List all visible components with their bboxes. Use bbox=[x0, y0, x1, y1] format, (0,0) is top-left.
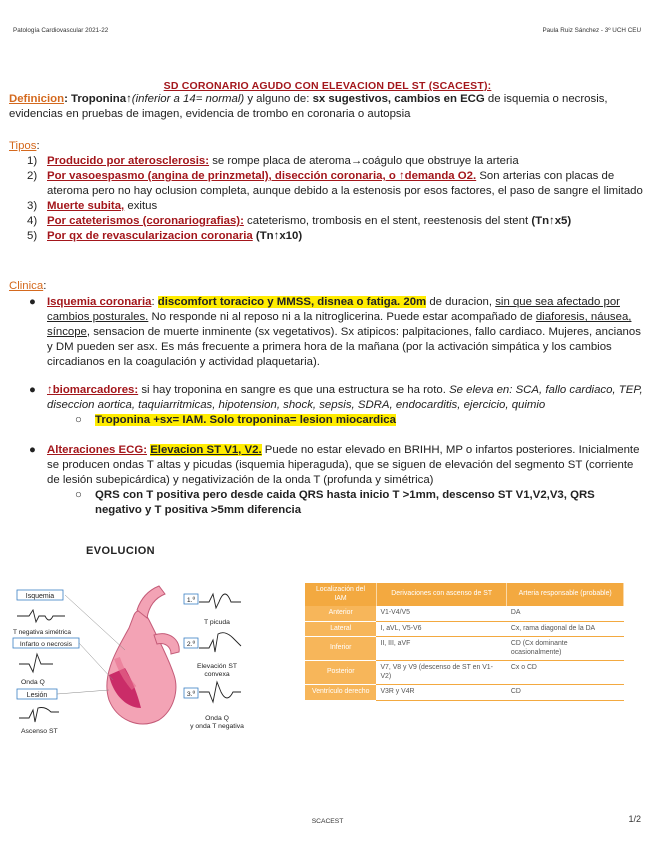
elev1-label: Elevación ST bbox=[196, 663, 238, 670]
iam-localization-table bbox=[305, 583, 624, 701]
bullet-dot: ● bbox=[29, 444, 36, 456]
page-title: SD CORONARIO AGUDO CON ELEVACION DEL ST (SCACEST): bbox=[163, 80, 492, 92]
table-cell: I, aVL, V5-V6 bbox=[376, 621, 506, 637]
step1-label: 1.º bbox=[186, 597, 196, 604]
tipos-item-head: Por cateterismos (coronariografias): bbox=[47, 215, 244, 227]
lesion-label: Lesión bbox=[26, 692, 48, 699]
table-header-cell: Derivaciones con ascenso de ST bbox=[376, 583, 506, 606]
tipos-list bbox=[9, 154, 644, 244]
ecg-trace-infarto bbox=[19, 654, 53, 672]
step3-label: 3.º bbox=[186, 691, 196, 698]
table-cell: Cx, rama diagonal de la DA bbox=[507, 621, 624, 637]
table-cell: V7, V8 y V9 (descenso de ST en V1-V2) bbox=[376, 661, 506, 685]
elev2-label: convexa bbox=[204, 671, 230, 678]
tipos-item-text: cateterismo, trombosis en el stent, reestenosis del stent bbox=[243, 215, 532, 227]
table-location-cell: Lateral bbox=[305, 621, 376, 637]
tipos-item bbox=[9, 154, 644, 169]
ecg-highlight: Elevacion ST V1, V2. bbox=[150, 444, 262, 456]
table-cell: V1-V4/V5 bbox=[376, 606, 506, 621]
onda2-label: y onda T negativa bbox=[190, 723, 244, 730]
table-cell: V3R y V4R bbox=[376, 685, 506, 701]
ecg-trace-step2 bbox=[199, 633, 241, 652]
definicion-label: Definicion bbox=[9, 93, 65, 105]
footer-label: SCACEST bbox=[311, 818, 344, 825]
table-row bbox=[305, 685, 624, 701]
troponina-note: (inferior a 14= normal) bbox=[131, 93, 245, 105]
table-row bbox=[305, 621, 624, 637]
ascenso-label: Ascenso ST bbox=[21, 728, 58, 735]
table-row bbox=[305, 606, 624, 621]
tipos-item-text: exitus bbox=[124, 200, 158, 212]
table-header-row bbox=[305, 583, 624, 606]
tipos-item-number: 4) bbox=[27, 215, 38, 227]
tipos-item-text: se rompe placa de ateroma→coágulo que obstruye la arteria bbox=[209, 155, 519, 167]
tipos-item-number: 2) bbox=[27, 170, 38, 182]
tipos-item bbox=[9, 214, 644, 229]
table-location-cell: Inferior bbox=[305, 637, 376, 661]
sub-bullet-circle: ○ bbox=[75, 414, 82, 426]
bullet-ecg: ● Alteraciones ECG: Elevacion ST V1, V2. Puede no estar elevado en BRIHH, MP o infartos posteriores. Inicialmente se producen ondas T altas y picudas (isquemia hiperaguda), que se siguen de elevación del segmento ST (corriente de lesión subepicárdica) y negativización de la onda T (profunda y simétrica) bbox=[29, 444, 640, 486]
ecg-evolution-figure bbox=[9, 580, 281, 740]
bullet-isquemia: ● Isquemia coronaria: discomfort toracico y MMSS, disnea o fatiga. 20m de duracion, sin que sea afectado por cambios posturales. No responde ni al reposo ni a la nitroglicerina. Puede estar acompañado de diaforesis, náusea, síncope, sensacion de muerte inminente (sx vegetativos). Sx atipicos: palpitaciones, fallo cardiaco. Mujeres, ancianos y DM pueden ser asx. Es más frecuente a primera hora de la mañana (por la activación simpática y los cambios circadianos en la coagulación y actividad plaquetaria). bbox=[29, 296, 641, 368]
header-right: Paula Ruiz Sánchez - 3º UCH CEU bbox=[542, 27, 641, 34]
table-cell: CD (Cx dominante ocasionalmente) bbox=[507, 637, 624, 661]
tipos-item-head: Por qx de revascularizacion coronaria bbox=[47, 230, 253, 242]
sub-bullet-circle: ○ bbox=[75, 489, 82, 501]
ecg-trace-step3 bbox=[199, 682, 241, 702]
header-left: Patología Cardiovascular 2021-22 bbox=[13, 27, 109, 34]
tipos-item-number: 5) bbox=[27, 230, 38, 242]
ecg-trace-step1 bbox=[199, 594, 241, 608]
table-cell: II, III, aVF bbox=[376, 637, 506, 661]
tipos-item-head: Muerte subita, bbox=[47, 200, 125, 212]
tipos-item-text: Son arterias con placas de ateroma pero no hay oclusion completa, aunque debido a la estenosis por esos factores, el paso de sangre el limitado bbox=[47, 170, 643, 197]
bullet-dot: ● bbox=[29, 384, 36, 396]
evolucion-heading: EVOLUCION bbox=[86, 545, 155, 557]
clinica-label: Clinica bbox=[9, 280, 44, 292]
table-cell: CD bbox=[507, 685, 624, 701]
isquemia-highlight: discomfort toracico y MMSS, disnea o fatiga. 20m bbox=[157, 296, 427, 308]
sub-qrs: ○ QRS con T positiva pero desde caida QRS hasta inicio T >1mm, descenso ST V1,V2,V3, QRS negativo y T positiva >5mm diferencia bbox=[75, 489, 595, 516]
table-location-cell: Anterior bbox=[305, 606, 376, 621]
tipos-item-tn: (Tn↑x5) bbox=[531, 215, 572, 227]
tipos-section: Tipos: 1) Producido por aterosclerosis: se rompe placa de ateroma→coágulo que obstruye la arteria 2) Por vasoespasmo (angina de prinzmetal), disección coronaria, o ↑demanda O2. Son arterias con placas de ateroma pero no hay oclusion completa, aunque debido a la estenosis por esos factores, el paso de sangre el limitado 3) Muerte subita, exitus 4) Por cateterismos (coronariografias): cateterismo, trombosis en el stent, reestenosis del stent (Tn↑x5) 5) Por qx de revascularizacion coronaria (Tn↑x10) bbox=[9, 140, 643, 242]
heart-vessel bbox=[137, 586, 165, 618]
tipos-item bbox=[9, 229, 644, 244]
bullet-dot: ● bbox=[29, 296, 36, 308]
tipos-item-head: Por vasoespasmo (angina de prinzmetal), disección coronaria, o ↑demanda O2. bbox=[47, 170, 477, 182]
definicion-paragraph: Definicion: Troponina↑(inferior a 14= normal) y alguno de: sx sugestivos, cambios en ECG de isquemia o necrosis, evidencias en pruebas de imagen, evidencia de trombo en coronaria o autopsia bbox=[9, 93, 608, 120]
sub-troponina: ○ Troponina +sx= IAM. Solo troponina= lesion miocardica bbox=[75, 414, 396, 426]
heart-illustration bbox=[107, 611, 176, 724]
ecg-trace-isquemia bbox=[17, 610, 65, 622]
table-header-cell: Localización del IAM bbox=[305, 583, 376, 606]
isquemia-label: Isquemia bbox=[25, 593, 55, 600]
table-location-cell: Posterior bbox=[305, 661, 376, 685]
tipos-item-number: 3) bbox=[27, 200, 38, 212]
tipos-item-number: 1) bbox=[27, 155, 38, 167]
tipos-item bbox=[9, 199, 644, 214]
onda1-label: Onda Q bbox=[205, 715, 229, 722]
tneg-label: T negativa simétrica bbox=[13, 629, 72, 636]
table-location-cell: Ventrículo derecho bbox=[305, 685, 376, 701]
step2-label: 2.º bbox=[186, 641, 196, 648]
table-cell: DA bbox=[507, 606, 624, 621]
table-cell: Cx o CD bbox=[507, 661, 624, 685]
table-header-cell: Arteria responsable (probable) bbox=[507, 583, 624, 606]
tipos-item-head: Producido por aterosclerosis: bbox=[47, 155, 210, 167]
table-row bbox=[305, 661, 624, 685]
infarto-label: Infarto o necrosis bbox=[19, 641, 73, 648]
tipos-item bbox=[9, 169, 644, 199]
ecg-trace-lesion bbox=[19, 708, 59, 723]
table-body bbox=[305, 606, 624, 700]
table-row bbox=[305, 637, 624, 661]
page-number: 1/2 bbox=[628, 814, 641, 824]
bullet-biomarcadores: ● ↑biomarcadores: si hay troponina en sangre es que una estructura se ha roto. Se eleva en: SCA, fallo cardiaco, TEP, diseccion aortica, taquiarritmicas, hipotension, shock, sepsis, SDRA, endocarditis, ejercicio, quimio bbox=[29, 384, 643, 411]
tipos-item-tn: (Tn↑x10) bbox=[255, 230, 303, 242]
clinica-section: Clinica: ● Isquemia coronaria: discomfort toracico y MMSS, disnea o fatiga. 20m de duracion, sin que sea afectado por cambios posturales. No responde ni al reposo ni a la nitroglicerina. Puede estar acompañado de diaforesis, náusea, síncope, sensacion de muerte inminente (sx vegetativos). Sx atipicos: palpitaciones, fallo cardiaco. Mujeres, ancianos y DM pueden ser asx. Es más frecuente a primera hora de la mañana (por la activación simpática y los cambios circadianos en la coagulación y actividad plaquetaria). ● ↑biomarcadores: si hay troponina en sangre es que una estructura se ha roto. Se eleva en: SCA, fallo cardiaco, TEP, diseccion aortica, taquiarritmicas, hipotension, shock, sepsis, SDRA, endocarditis, ejercicio, quimio ○ Troponina +sx= IAM. Solo troponina= lesion miocardica ● Alteraciones ECG: Elevacion ST V1, V2. Puede no estar elevado en BRIHH, MP o infartos posteriores. Inicialmente se producen ondas T altas y picudas (isquemia hiperaguda), que se siguen de elevación del segmento ST (corriente de lesión subepicárdica) y negativización de la onda T (profunda y simétrica) ○ QRS con T positiva pero desde caida QRS hasta inicio T >1mm, descenso ST V1,V2,V3, QRS negativo y T positiva >5mm diferencia bbox=[9, 280, 643, 516]
ondaq-label: Onda Q bbox=[21, 679, 45, 686]
tpicuda-label: T picuda bbox=[204, 619, 230, 626]
tipos-label: Tipos bbox=[9, 140, 37, 152]
troponina-term: Troponina↑ bbox=[71, 93, 132, 105]
